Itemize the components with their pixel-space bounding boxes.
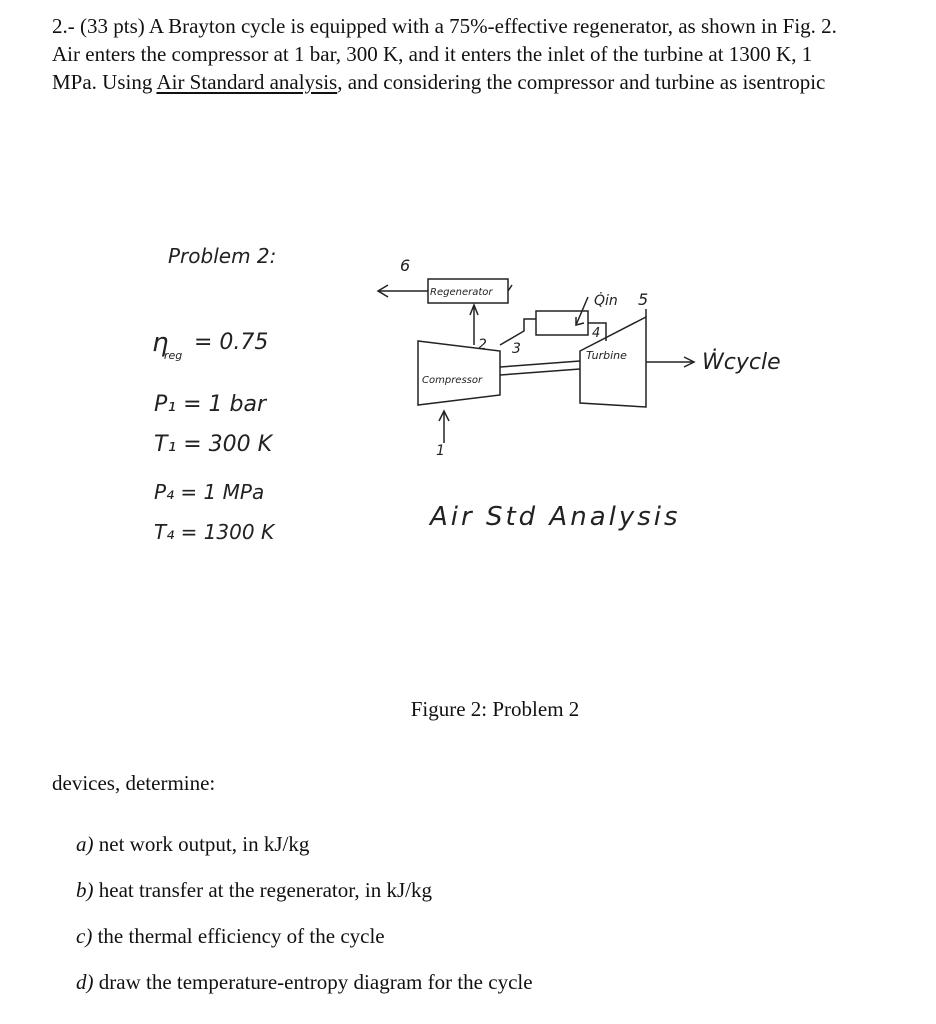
compressor-box — [418, 341, 500, 405]
compressor-label: Compressor — [422, 375, 483, 386]
eta-symbol: η — [152, 328, 169, 358]
question-c — [76, 924, 385, 949]
air-standard-analysis-link[interactable]: Air Standard analysis — [156, 70, 338, 94]
notes-title: Problem 2: — [168, 244, 277, 268]
question-d-text: draw the temperature-entropy diagram for the cycle — [98, 970, 533, 994]
p1-value: P₁ = 1 bar — [154, 392, 266, 417]
question-d-label: d) — [76, 970, 94, 994]
question-b-label: b) — [76, 878, 94, 902]
problem-line-3 — [52, 68, 825, 96]
wcycle-label: Ẇcycle — [702, 350, 781, 375]
state-1-label: 1 — [436, 443, 445, 459]
problem-line-3-start: MPa. Using — [52, 70, 157, 94]
p4-value: P₄ = 1 MPa — [154, 480, 265, 504]
question-b-text: heat transfer at the regenerator, in kJ/kg — [98, 878, 433, 902]
problem-line-1: 2.- (33 pts) A Brayton cycle is equipped with a 75%-effective regenerator, as shown in Fig. 2. — [52, 14, 837, 38]
question-a-text: net work output, in kJ/kg — [98, 832, 310, 856]
regenerator-label: Regenerator — [430, 287, 493, 298]
handwritten-figure — [140, 225, 820, 565]
analysis-note: Air Std Analysis — [430, 502, 681, 532]
figure-caption: Figure 2: Problem 2 — [410, 697, 580, 721]
state-4-label: 4 — [592, 326, 601, 341]
problem-line-3-end: , and considering the compressor and turbine as isentropic — [337, 70, 826, 94]
question-a-label: a) — [76, 832, 94, 856]
question-c-label: c) — [76, 924, 93, 948]
state-2-label: 2 — [478, 337, 487, 353]
eta-value: = 0.75 — [194, 330, 269, 355]
t1-value: T₁ = 300 K — [154, 432, 273, 457]
qin-label: Q̇in — [594, 293, 618, 309]
question-a — [76, 832, 309, 857]
t4-value: T₄ = 1300 K — [154, 520, 275, 544]
eta-subscript: reg — [164, 349, 183, 362]
state-6-label: 6 — [400, 256, 411, 275]
question-c-text: the thermal efficiency of the cycle — [97, 924, 385, 948]
question-d — [76, 970, 533, 995]
problem-continuation: devices, determine: — [52, 771, 216, 795]
turbine-label: Turbine — [586, 349, 627, 362]
state-3-label: 3 — [512, 341, 521, 357]
state-5-label: 5 — [638, 290, 649, 309]
question-b — [76, 878, 432, 903]
turbine-box — [580, 317, 646, 407]
problem-line-2: Air enters the compressor at 1 bar, 300 K, and it enters the inlet of the turbine at 1300 K, 1 — [52, 42, 813, 66]
